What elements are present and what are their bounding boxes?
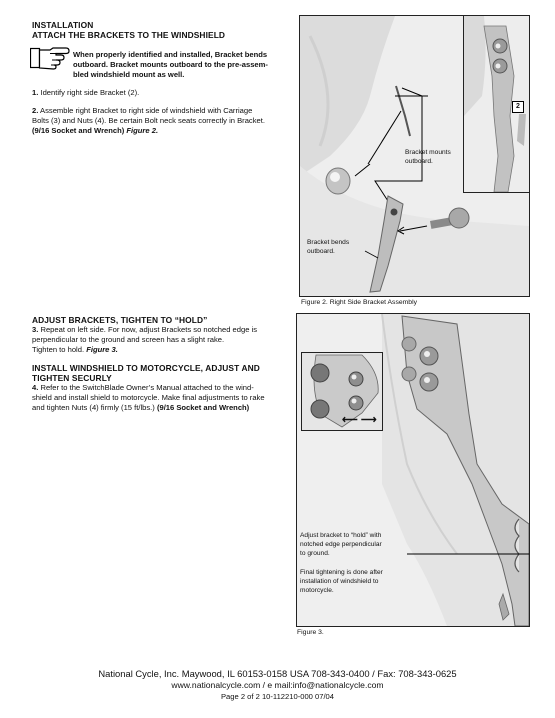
figure-2-caption: Figure 2. Right Side Bracket Assembly [301,299,417,306]
step-4-tool: (9/16 Socket and Wrench) [156,403,250,412]
footer-page-line: Page 2 of 2 10-112210-000 07/04 [220,692,335,701]
step-1 [32,88,139,98]
step-2-figure-ref: Figure 2. [126,126,159,135]
label-final-line-3: motorcycle. [300,587,334,594]
step-2-line-3 [32,126,158,136]
step-3-line-1 [32,325,257,335]
section-heading-installation: INSTALLATION [32,20,94,30]
step-2-number: 2. [32,106,39,115]
step-3-text-3: Tighten to hold. [32,345,85,354]
double-arrow-icon: ⟵ ⟶ [342,414,377,426]
step-4-number: 4. [32,383,39,392]
label-bracket-bends-line-2: outboard. [307,248,335,255]
step-2-line-1 [32,106,252,116]
label-bracket-mounts-line-1: Bracket mounts [405,149,451,156]
step-4-line-2: shield and install shield to motorcycle. Make final adjustments to rake [32,393,265,402]
section-heading-install-line-2: TIGHTEN SECURLY [32,373,112,383]
label-bracket-mounts-line-2: outboard. [405,158,433,165]
step-4-line-1 [32,383,254,393]
figure-3-inset [301,352,383,431]
label-final-line-2: installation of windshield to [300,578,379,585]
step-2-tool: (9/16 Socket and Wrench) [32,126,125,135]
section-heading-install-line-1: INSTALL WINDSHIELD TO MOTORCYCLE, ADJUST AND [32,363,260,373]
step-4-text-1: Refer to the SwitchBlade Owner’s Manual attached to the wind- [40,383,254,392]
label-adjust-line-3: to ground. [300,550,330,557]
step-3-line-3 [32,345,118,355]
step-3-number: 3. [32,325,39,334]
label-adjust-line-2: notched edge perpendicular [300,541,382,548]
label-adjust-line-1: Adjust bracket to “hold” with [300,532,382,539]
step-4-text-3: and tighten Nuts (4) firmly (15 ft/lbs.) [32,403,155,412]
label-bracket-bends-line-1: Bracket bends [307,239,350,246]
step-4-line-3 [32,403,249,413]
step-1-text: Identify right side Bracket (2). [40,88,140,97]
note-line-2: outboard. Bracket mounts outboard to the pre-assem- [73,60,268,69]
figure-3-caption: Figure 3. [297,629,324,636]
step-3-text-1: Repeat on left side. For now, adjust Brackets so notched edge is [40,325,258,334]
figure-3-photo [296,313,530,627]
step-3-figure-ref: Figure 3. [86,345,118,354]
note-line-1: When properly identified and installed, Bracket bends [73,50,268,59]
callout-number-2: 2 [512,101,524,113]
step-1-number: 1. [32,88,39,97]
footer-company-line: National Cycle, Inc. Maywood, IL 60153-0158 USA 708-343-0400 / Fax: 708-343-0625 [98,668,457,679]
note-line-3: bled windshield mount as well. [73,70,185,79]
footer-web-line: www.nationalcycle.com / e mail:info@nationalcycle.com [171,680,384,690]
step-2-line-2: Bolts (3) and Nuts (4). Be certain Bolt neck seats correctly in Bracket. [32,116,265,125]
step-2-text-1: Assemble right Bracket to right side of windshield with Carriage [40,106,253,115]
section-heading-attach-brackets: ATTACH THE BRACKETS TO THE WINDSHIELD [32,30,226,40]
step-3-line-2: perpendicular to the ground and screen has a slight rake. [32,335,225,344]
figure-2-photo [299,15,530,297]
pointing-hand-icon [30,46,70,70]
figure-2-inset [463,16,530,193]
label-final-line-1: Final tightening is done after [300,569,383,576]
section-heading-adjust-brackets: ADJUST BRACKETS, TIGHTEN TO “HOLD” [32,315,208,325]
